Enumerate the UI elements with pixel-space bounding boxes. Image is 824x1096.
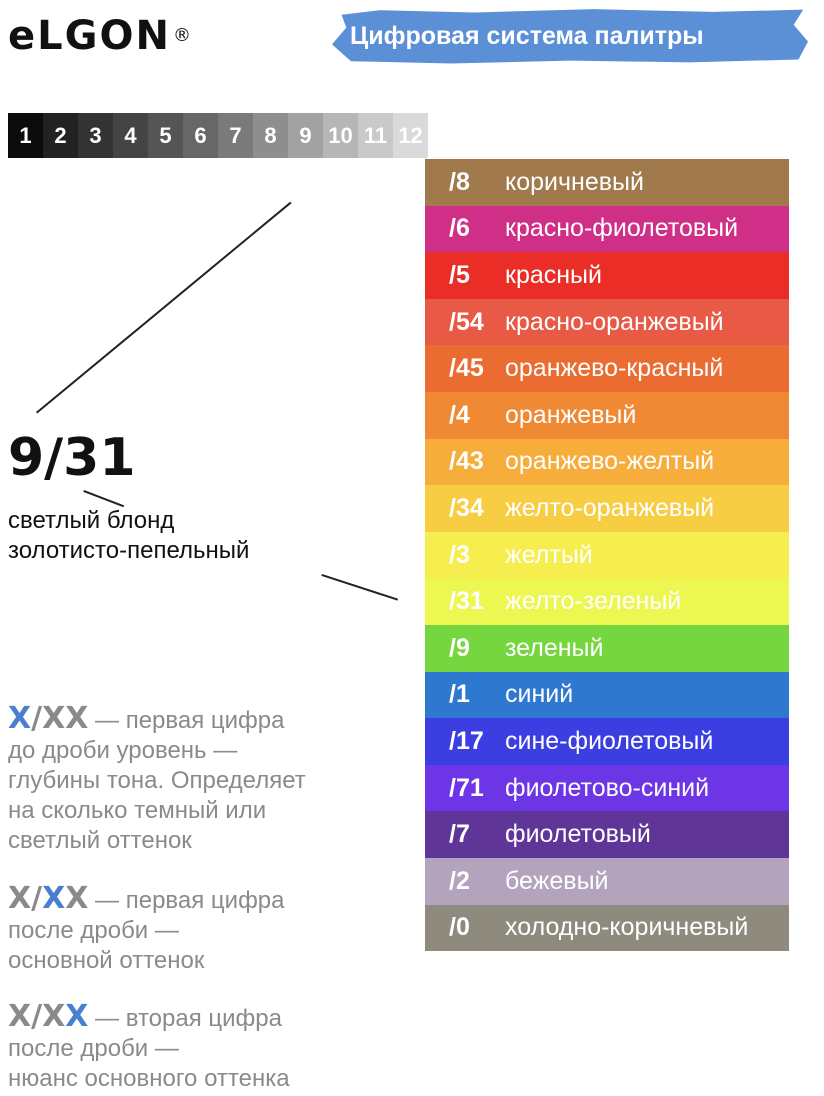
palette-row	[425, 485, 789, 532]
explanation-heading	[8, 701, 398, 736]
formula-highlight: X	[42, 881, 66, 916]
palette-row	[425, 532, 789, 579]
connector-line-code	[83, 490, 124, 507]
formula-part: X	[42, 999, 66, 1034]
palette-row	[425, 159, 789, 206]
palette-row	[425, 858, 789, 905]
explanation-block	[8, 999, 398, 1094]
connector-line-scale	[36, 202, 291, 414]
explanation-heading	[8, 999, 398, 1034]
palette-name: холодно-коричневый	[505, 913, 749, 942]
palette-row	[425, 252, 789, 299]
palette-row	[425, 299, 789, 346]
palette-name: синий	[505, 680, 574, 709]
formula-part: X	[8, 999, 32, 1034]
palette-code: /9	[449, 633, 470, 662]
palette-code: /7	[449, 820, 470, 849]
palette-name: красно-фиолетовый	[505, 214, 739, 243]
palette-row	[425, 392, 789, 439]
tint-palette	[425, 159, 789, 951]
tone-level-1: 1	[8, 113, 43, 158]
formula-part: /	[31, 999, 43, 1034]
palette-row	[425, 345, 789, 392]
formula-part: /	[31, 701, 43, 736]
palette-row	[425, 625, 789, 672]
palette-row	[425, 439, 789, 486]
palette-name: сине-фиолетовый	[505, 726, 714, 755]
tone-level-8: 8	[253, 113, 288, 158]
formula-part: X	[8, 881, 32, 916]
palette-code: /54	[449, 307, 484, 336]
formula	[8, 999, 88, 1034]
shade-name-line1: светлый блонд	[8, 507, 175, 534]
palette-row	[425, 578, 789, 625]
palette-name: оранжево-красный	[505, 354, 724, 383]
tone-level-9: 9	[288, 113, 323, 158]
palette-row	[425, 905, 789, 952]
palette-name: желтый	[505, 540, 593, 569]
palette-code: /2	[449, 866, 470, 895]
palette-code: /6	[449, 214, 470, 243]
logo-text: eLGON	[8, 13, 171, 59]
formula-part: /	[31, 881, 43, 916]
palette-code: /31	[449, 587, 484, 616]
elgon-logo	[8, 14, 193, 58]
tone-level-4: 4	[113, 113, 148, 158]
tone-level-scale	[8, 113, 428, 158]
explanation-line: светлый оттенок	[8, 827, 192, 854]
formula-part: X	[65, 881, 89, 916]
explanation-line: на сколько темный или	[8, 797, 267, 824]
palette-code: /34	[449, 493, 484, 522]
explanation-line: после дроби —	[8, 917, 179, 944]
palette-code: /3	[449, 540, 470, 569]
explanation-line: глубины тона. Определяет	[8, 767, 306, 794]
explanation-dash-text: — первая цифра	[88, 707, 285, 734]
palette-row	[425, 765, 789, 812]
palette-code: /4	[449, 400, 470, 429]
tone-level-5: 5	[148, 113, 183, 158]
palette-code: /8	[449, 167, 470, 196]
tone-level-11: 11	[358, 113, 393, 158]
explanation-dash-text: — первая цифра	[88, 887, 285, 914]
explanation-heading	[8, 881, 398, 916]
explanation-line: основной оттенок	[8, 947, 205, 974]
explanation-block	[8, 881, 398, 976]
palette-code: /43	[449, 447, 484, 476]
palette-code: /0	[449, 913, 470, 942]
tone-level-3: 3	[78, 113, 113, 158]
shade-name-line2: золотисто-пепельный	[8, 537, 250, 564]
palette-name: фиолетовый	[505, 820, 651, 849]
palette-name: оранжево-желтый	[505, 447, 715, 476]
banner-title: Цифровая система палитры	[350, 22, 704, 50]
palette-name: красно-оранжевый	[505, 307, 724, 336]
explanation-block	[8, 701, 398, 856]
palette-name: желто-оранжевый	[505, 493, 715, 522]
explanation-line: до дроби уровень —	[8, 737, 238, 764]
palette-name: зеленый	[505, 633, 604, 662]
palette-row	[425, 672, 789, 719]
palette-code: /17	[449, 726, 484, 755]
palette-name: красный	[505, 260, 602, 289]
example-shade-name	[8, 506, 388, 566]
formula	[8, 701, 88, 736]
palette-row	[425, 206, 789, 253]
formula-part: XX	[42, 701, 89, 736]
tone-level-10: 10	[323, 113, 358, 158]
example-shade-code: 9/31	[8, 428, 136, 488]
tone-level-6: 6	[183, 113, 218, 158]
explanation-dash-text: — вторая цифра	[88, 1005, 282, 1032]
palette-name: фиолетово-синий	[505, 773, 710, 802]
palette-code: /45	[449, 354, 484, 383]
formula-highlight: X	[65, 999, 89, 1034]
palette-row	[425, 811, 789, 858]
formula	[8, 881, 88, 916]
tone-level-7: 7	[218, 113, 253, 158]
explanation-line: нюанс основного оттенка	[8, 1065, 290, 1092]
palette-code: /5	[449, 260, 470, 289]
palette-name: оранжевый	[505, 400, 637, 429]
tone-level-12: 12	[393, 113, 428, 158]
connector-line-palette	[322, 574, 399, 600]
palette-name: коричневый	[505, 167, 644, 196]
palette-name: бежевый	[505, 866, 609, 895]
palette-code: /1	[449, 680, 470, 709]
formula-highlight: X	[8, 701, 32, 736]
palette-row	[425, 718, 789, 765]
palette-name: желто-зеленый	[505, 587, 682, 616]
explanation-line: после дроби —	[8, 1035, 179, 1062]
registered-mark: ®	[172, 25, 193, 46]
tone-level-2: 2	[43, 113, 78, 158]
palette-code: /71	[449, 773, 484, 802]
